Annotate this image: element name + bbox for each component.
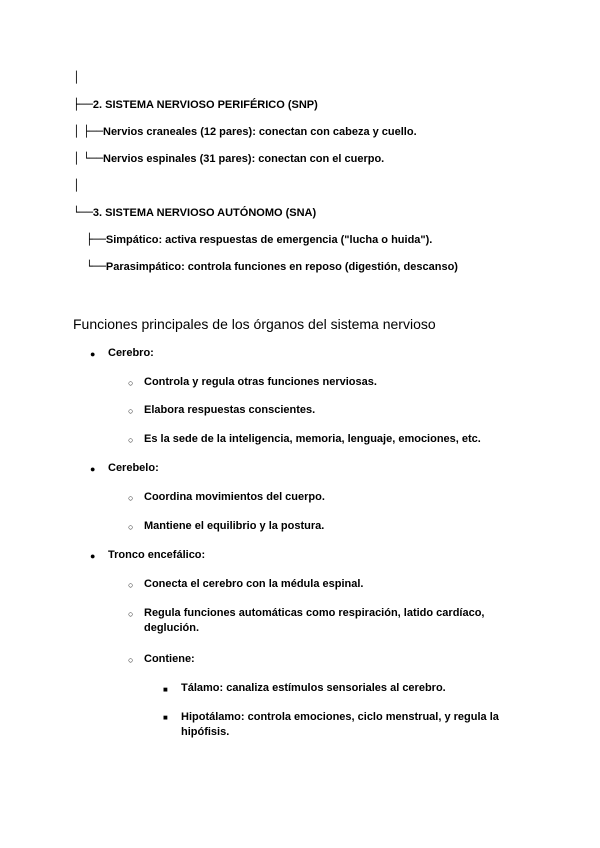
tree-connector: │ <box>73 71 80 84</box>
bullet-circle-marker: ○ <box>128 522 134 532</box>
tree-item-snp <box>73 98 318 112</box>
bullet-circle-marker: ○ <box>128 580 134 590</box>
bullet-square-marker: ■ <box>163 713 168 722</box>
parasimpatico-text: Parasimpático: controla funciones en reposo (digestión, descanso) <box>105 261 458 273</box>
cerebro-item: Controla y regula otras funciones nerviosas. <box>144 376 377 388</box>
organ-name-cerebro: Cerebro: <box>108 347 154 359</box>
bullet-circle-marker: ○ <box>128 655 134 665</box>
organ-name-tronco-encefalico: Tronco encefálico: <box>108 549 206 561</box>
tronco-item: Conecta el cerebro con la médula espinal. <box>144 578 364 590</box>
tree-connector: │ <box>73 179 80 192</box>
tree-branch: └── <box>73 206 93 219</box>
organ-name-cerebelo: Cerebelo: <box>108 462 159 474</box>
contiene-subitem: Hipotálamo: controla emociones, ciclo menstrual, y regula la hipófisis. <box>181 711 499 738</box>
bullet-disc-marker: ● <box>90 349 96 359</box>
tree-item-parasimpatico <box>86 260 458 274</box>
cerebelo-item: Coordina movimientos del cuerpo. <box>144 491 325 503</box>
bullet-circle-marker: ○ <box>128 435 134 445</box>
bullet-square-marker: ■ <box>163 685 168 694</box>
bullet-disc-marker: ● <box>90 464 96 474</box>
cerebelo-item: Mantiene el equilibrio y la postura. <box>144 520 325 532</box>
tree-item-sna <box>73 206 316 220</box>
tree-item-nervios-craneales <box>73 125 417 139</box>
sna-title: 3. SISTEMA NERVIOSO AUTÓNOMO (SNA) <box>92 207 317 219</box>
tree-branch: │ └── <box>73 152 103 165</box>
tronco-item: Contiene: <box>144 653 195 665</box>
section-heading: Funciones principales de los órganos del sistema nervioso <box>73 316 436 332</box>
tree-branch: ├── <box>86 233 106 246</box>
cerebro-item: Elabora respuestas conscientes. <box>144 404 316 416</box>
bullet-circle-marker: ○ <box>128 609 134 619</box>
nervios-craneales-text: Nervios craneales (12 pares): conectan con cabeza y cuello. <box>103 126 417 138</box>
tronco-item: Regula funciones automáticas como respiración, latido cardíaco, deglución. <box>144 607 485 634</box>
bullet-circle-marker: ○ <box>128 378 134 388</box>
simpatico-text: Simpático: activa respuestas de emergencia ("lucha o huida"). <box>105 234 433 246</box>
tree-item-nervios-espinales <box>73 152 384 166</box>
tree-item-simpatico <box>86 233 432 247</box>
cerebro-item: Es la sede de la inteligencia, memoria, lenguaje, emociones, etc. <box>144 433 481 445</box>
bullet-circle-marker: ○ <box>128 493 134 503</box>
contiene-subitem: Tálamo: canaliza estímulos sensoriales al cerebro. <box>181 682 446 694</box>
bullet-circle-marker: ○ <box>128 406 134 416</box>
tree-branch: ├── <box>73 98 93 111</box>
bullet-disc-marker: ● <box>90 551 96 561</box>
tree-branch: │ ├── <box>73 125 103 138</box>
tree-branch: └── <box>86 260 106 273</box>
snp-title: 2. SISTEMA NERVIOSO PERIFÉRICO (SNP) <box>92 99 318 111</box>
nervios-espinales-text: Nervios espinales (31 pares): conectan con el cuerpo. <box>103 153 385 165</box>
